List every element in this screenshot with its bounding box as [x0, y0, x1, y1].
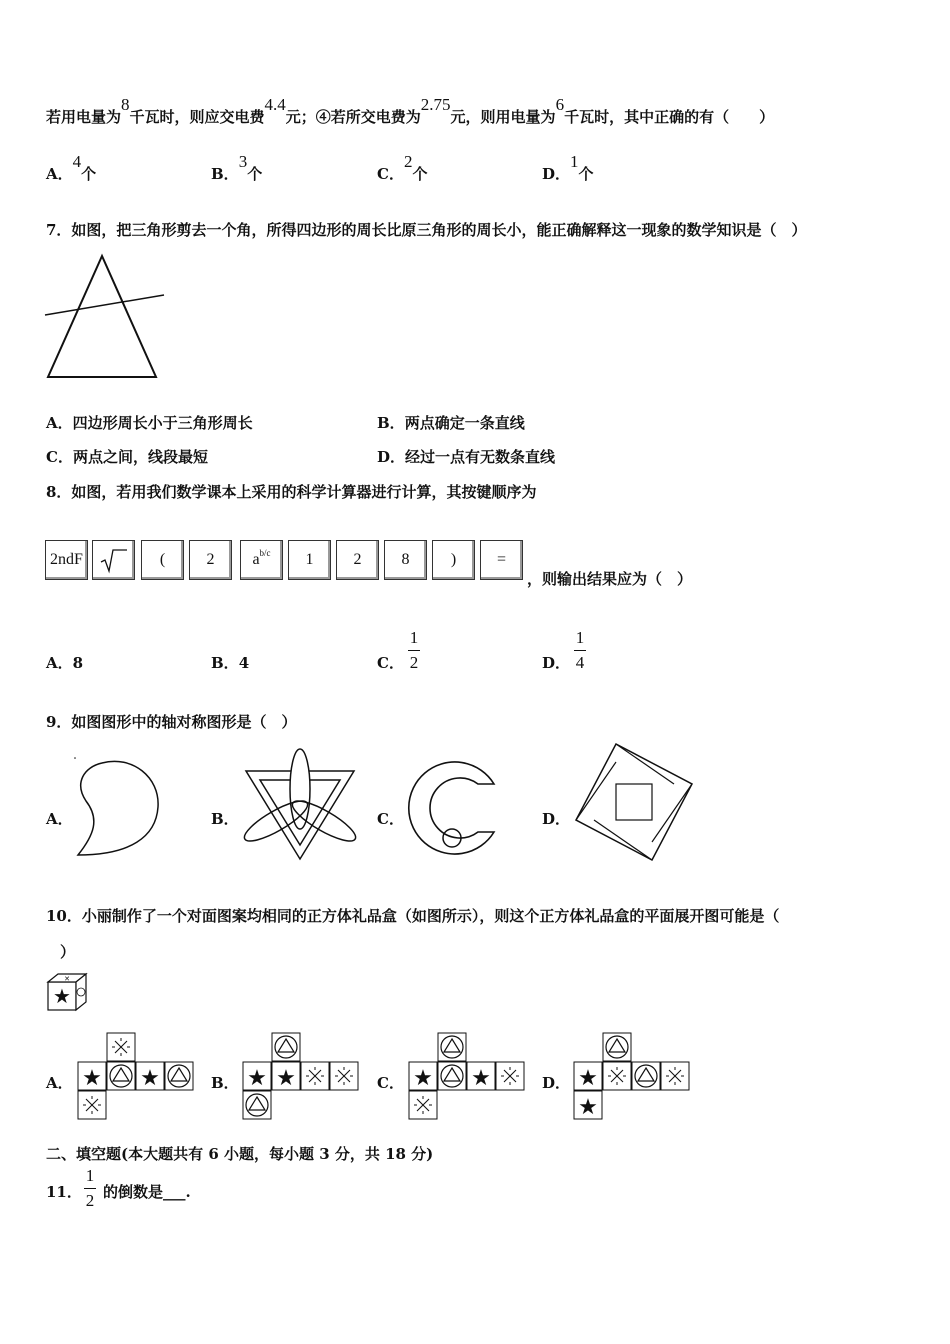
- q10-option-b[interactable]: B．: [211, 1074, 239, 1092]
- key-fraction-main: a: [252, 551, 260, 568]
- fraction-numerator: 1: [409, 628, 419, 647]
- q8-option-c[interactable]: [377, 652, 404, 673]
- q7-option-text: 经过一点有无数条直线: [405, 448, 556, 466]
- fraction-numerator: 1: [575, 628, 585, 647]
- q9-figure-a-comma-shape: [72, 755, 164, 861]
- q9-figure-c-ring-shape: [406, 760, 500, 862]
- q6-option-unit: 个: [81, 165, 97, 183]
- section-title: 二、填空题(本大题共有 6 小题，每小题 3 分，共 18 分): [46, 1145, 434, 1163]
- fraction-bar: [574, 650, 586, 651]
- cut-line: [45, 295, 164, 315]
- q6-option-label: C．: [377, 165, 404, 183]
- q8-option-label: B．: [211, 654, 239, 672]
- q6-option-unit: 个: [247, 165, 263, 183]
- q7-option-label: B．: [377, 414, 405, 432]
- q6-option-num: 2: [403, 152, 413, 171]
- q9-figure-d-square-pinwheel: [574, 742, 694, 862]
- fraction-denominator: 2: [85, 1191, 95, 1210]
- q10-net-a: [78, 1033, 194, 1121]
- key-fraction-sup: b/c: [259, 548, 271, 558]
- q6-value-3: 2.75: [420, 95, 451, 114]
- fraction-denominator: 4: [575, 653, 585, 672]
- triangle-shape: [48, 256, 156, 377]
- key-fraction: [240, 540, 283, 580]
- q7-option-label: A．: [46, 414, 73, 432]
- q10-option-d[interactable]: D．: [542, 1074, 571, 1092]
- q6-option-num: 4: [72, 152, 82, 171]
- q8-option-text: 8: [72, 654, 84, 672]
- q9-figure-b-star-of-ovals: [240, 747, 360, 863]
- q6-value-2: 4.4: [264, 95, 286, 114]
- key-equals: =: [480, 540, 523, 580]
- key-sqrt: [92, 540, 135, 580]
- q8-option-text: 4: [238, 654, 250, 672]
- key-2ndf: 2ndF: [45, 540, 88, 580]
- fraction-bar: [408, 650, 420, 651]
- q10-option-c[interactable]: C．: [377, 1074, 404, 1092]
- q7-option-text: 两点确定一条直线: [404, 414, 525, 432]
- q8-option-b[interactable]: [211, 652, 249, 673]
- q7-option-label: D．: [377, 448, 406, 466]
- q6-option-unit: 个: [412, 165, 428, 183]
- q8-option-a[interactable]: [46, 652, 83, 673]
- q6-option-num: 3: [238, 152, 248, 171]
- q8-stem: 8．如图，若用我们数学课本上采用的科学计算器进行计算，其按键顺序为: [46, 483, 537, 501]
- key-open-paren: (: [141, 540, 184, 580]
- q9-option-d[interactable]: D．: [542, 810, 571, 828]
- q6-option-c[interactable]: [377, 152, 428, 184]
- key-2b: 2: [336, 540, 379, 580]
- q8-option-d[interactable]: [542, 652, 570, 673]
- q6-text-1: 若用电量为: [46, 108, 122, 126]
- q7-option-d[interactable]: [377, 446, 555, 467]
- q8-option-label: A．: [46, 654, 73, 672]
- q6-option-b[interactable]: [211, 152, 263, 184]
- q8-tail: ，则输出结果应为（ ）: [527, 570, 693, 588]
- q8-option-label: C．: [377, 654, 404, 672]
- q8-option-label: D．: [542, 654, 571, 672]
- q9-stem: 9．如图图形中的轴对称图形是（ ）: [46, 713, 297, 731]
- q6-option-d[interactable]: [542, 152, 594, 184]
- fraction-numerator: 1: [85, 1166, 95, 1185]
- q6-value-1: 8: [121, 95, 130, 114]
- q10-net-b: [243, 1033, 359, 1121]
- q6-option-label: B．: [211, 165, 239, 183]
- fraction-bar: [84, 1188, 96, 1189]
- q6-option-num: 1: [570, 152, 579, 171]
- q10-stem-cont: ）: [60, 943, 76, 961]
- q7-option-b[interactable]: [377, 412, 525, 433]
- q6-option-label: D．: [542, 165, 571, 183]
- key-2: 2: [189, 540, 232, 580]
- key-8: 8: [384, 540, 427, 580]
- svg-text:✕: ✕: [64, 975, 70, 983]
- q11-fraction: [84, 1166, 96, 1211]
- q10-net-d: [574, 1033, 690, 1121]
- q6-value-4: 6: [555, 95, 565, 114]
- q8-option-c-fraction: [408, 628, 420, 673]
- q7-option-text: 两点之间，线段最短: [72, 448, 208, 466]
- q6-line: [46, 95, 775, 127]
- q7-stem: 7．如图，把三角形剪去一个角，所得四边形的周长比原三角形的周长小，能正确解释这一现象的数学知识是（ ）: [46, 221, 807, 239]
- q9-option-c[interactable]: C．: [377, 810, 404, 828]
- q10-option-a[interactable]: A．: [46, 1074, 73, 1092]
- q6-option-a[interactable]: [46, 152, 97, 184]
- q9-option-a[interactable]: A．: [46, 810, 73, 828]
- q7-option-text: 四边形周长小于三角形周长: [72, 414, 253, 432]
- q10-cube-figure: [46, 972, 90, 1012]
- q8-option-d-fraction: [574, 628, 586, 673]
- q10-stem: 10．小丽制作了一个对面图案均相同的正方体礼品盒（如图所示），则这个正方体礼品盒的平面展开图可能是（: [46, 907, 780, 925]
- q6-text-5: 千瓦时，其中正确的有（ ）: [564, 108, 775, 126]
- q7-option-c[interactable]: [46, 446, 208, 467]
- q9-option-b[interactable]: B．: [211, 810, 239, 828]
- q7-option-a[interactable]: [46, 412, 253, 433]
- q6-option-label: A．: [46, 165, 73, 183]
- sqrt-icon: [99, 547, 129, 573]
- svg-text:★: ★: [53, 984, 71, 1008]
- q6-text-4: 元，则用电量为: [450, 108, 556, 126]
- q6-text-2: 千瓦时，则应交电费: [129, 108, 265, 126]
- q11-text: 的倒数是___.: [103, 1183, 191, 1201]
- key-1: 1: [288, 540, 331, 580]
- q7-triangle-figure: [44, 252, 168, 382]
- key-close-paren: ): [432, 540, 475, 580]
- q6-option-unit: 个: [578, 165, 594, 183]
- q6-text-3: 元；④若所交电费为: [285, 108, 421, 126]
- q7-option-label: C．: [46, 448, 73, 466]
- q10-net-c: [409, 1033, 525, 1121]
- fraction-denominator: 2: [409, 653, 419, 672]
- q11-number: 11．: [46, 1183, 82, 1201]
